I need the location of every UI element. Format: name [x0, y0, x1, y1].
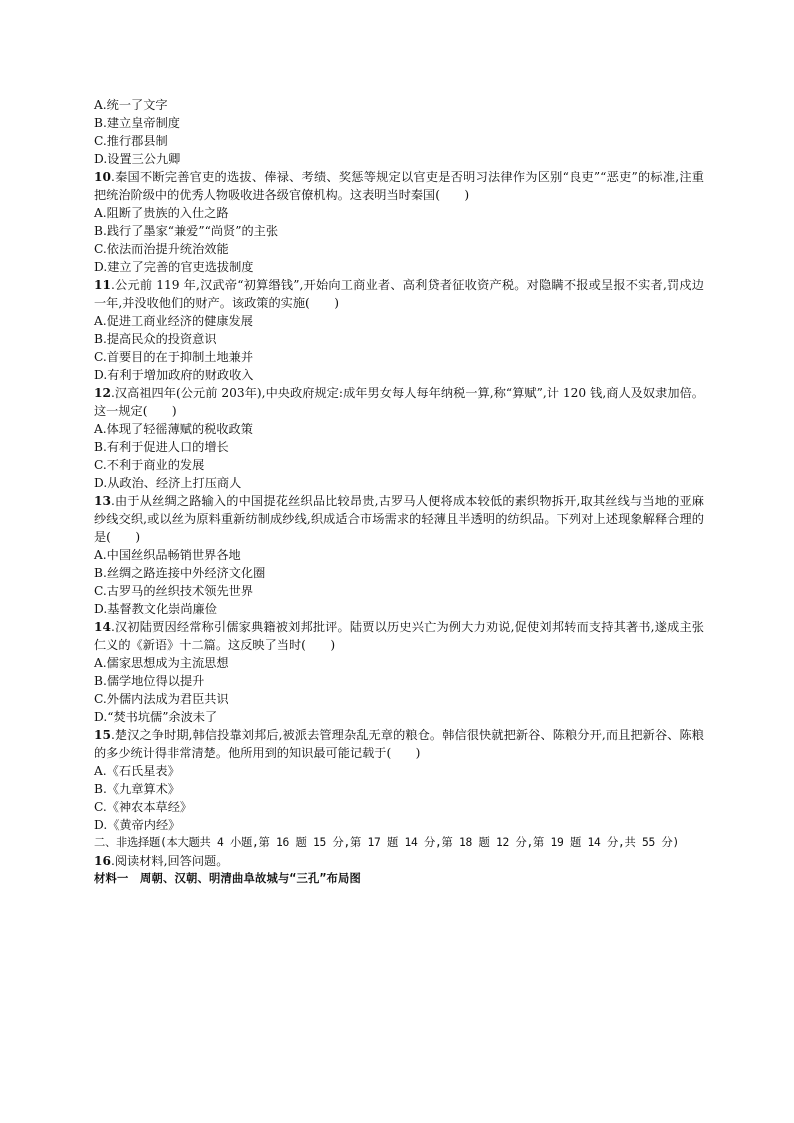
question-number: 16 [94, 854, 111, 868]
question-stem [94, 384, 704, 420]
question-11 [94, 276, 704, 384]
option-d: D.《黄帝内经》 [94, 818, 181, 832]
question-number: 14 [94, 620, 111, 634]
options-block-q9 [94, 96, 704, 168]
option-d: D.有利于增加政府的财政收入 [94, 368, 254, 382]
option-d: D.“焚书坑儒”余波未了 [94, 710, 218, 724]
question-number: 13 [94, 494, 111, 508]
option-c: C.首要目的在于抑制土地兼并 [94, 350, 254, 364]
option-b: B.践行了墨家“兼爱”“尚贤”的主张 [94, 224, 279, 238]
exam-page [94, 96, 704, 888]
question-stem [94, 492, 704, 546]
option-d: D.建立了完善的官吏选拔制度 [94, 260, 254, 274]
option-a: A.《石氏星表》 [94, 764, 180, 778]
question-number: 11 [94, 278, 111, 292]
option-c: C.《神农本草经》 [94, 800, 193, 814]
question-14 [94, 618, 704, 726]
question-text: .汉初陆贾因经常称引儒家典籍被刘邦批评。陆贾以历史兴亡为例大力劝说,促使刘邦转而支持其著书,遂成主张仁义的《新语》十二篇。这反映了当时( ) [94, 620, 704, 652]
question-stem [94, 618, 704, 654]
question-text: .公元前 119 年,汉武帝“初算缗钱”,开始向工商业者、高利贷者征收资产税。对隐瞒不报或呈报不实者,罚戍边一年,并没收他们的财产。该政策的实施( ) [94, 278, 704, 310]
option-a: A.促进工商业经济的健康发展 [94, 314, 253, 328]
question-text: .秦国不断完善官吏的选拔、俸禄、考绩、奖惩等规定以官吏是否明习法律作为区别“良吏”“恶吏”的标准,注重把统治阶级中的优秀人物吸收进各级官僚机构。这表明当时秦国( ) [94, 170, 704, 202]
section-header: 二、非选择题(本大题共 4 小题,第 16 题 15 分,第 17 题 14 分,第 18 题 12 分,第 19 题 14 分,共 55 分) [94, 836, 679, 849]
question-stem [94, 726, 704, 762]
question-text: .楚汉之争时期,韩信投靠刘邦后,被派去管理杂乱无章的粮仓。韩信很快就把新谷、陈粮分开,而且把新谷、陈粮的多少统计得非常清楚。他所用到的知识最可能记载于( ) [94, 728, 704, 760]
material-title: 材料一 周朝、汉朝、明清曲阜故城与“三孔”布局图 [94, 872, 361, 885]
option-a: A.统一了文字 [94, 98, 168, 112]
option-b: B.丝绸之路连接中外经济文化圈 [94, 566, 266, 580]
question-number: 10 [94, 170, 111, 184]
option-b: B.提高民众的投资意识 [94, 332, 217, 346]
question-text: .由于从丝绸之路输入的中国提花丝织品比较昂贵,古罗马人便将成本较低的素织物拆开,取其丝线与当地的亚麻纱线交织,或以丝为原料重新纺制成纱线,织成适合市场需求的轻薄且半透明的纺织品。下列对上述现象解释合理的是( ) [94, 494, 704, 544]
question-15 [94, 726, 704, 834]
question-16 [94, 852, 704, 870]
question-10 [94, 168, 704, 276]
question-stem [94, 168, 704, 204]
option-b: B.儒学地位得以提升 [94, 674, 205, 688]
option-a: A.阻断了贵族的入仕之路 [94, 206, 229, 220]
option-c: C.古罗马的丝织技术领先世界 [94, 584, 254, 598]
option-b: B.有利于促进人口的增长 [94, 440, 229, 454]
option-d: D.基督教文化崇尚廉俭 [94, 602, 217, 616]
question-13 [94, 492, 704, 618]
option-b: B.《九章算术》 [94, 782, 180, 796]
option-a: A.体现了轻徭薄赋的税收政策 [94, 422, 253, 436]
option-b: B.建立皇帝制度 [94, 116, 180, 130]
question-stem [94, 276, 704, 312]
option-c: C.推行郡县制 [94, 134, 168, 148]
option-d: D.设置三公九卿 [94, 152, 181, 166]
option-a: A.儒家思想成为主流思想 [94, 656, 229, 670]
question-number: 12 [94, 386, 111, 400]
option-d: D.从政治、经济上打压商人 [94, 476, 242, 490]
question-text: .汉高祖四年(公元前 203年),中央政府规定:成年男女每人每年纳税一算,称“算赋”,计 120 钱,商人及奴隶加倍。这一规定( ) [94, 386, 704, 418]
question-12 [94, 384, 704, 492]
question-number: 15 [94, 728, 111, 742]
option-a: A.中国丝织品畅销世界各地 [94, 548, 241, 562]
option-c: C.不利于商业的发展 [94, 458, 205, 472]
question-text: .阅读材料,回答问题。 [110, 854, 229, 868]
option-c: C.外儒内法成为君臣共识 [94, 692, 229, 706]
option-c: C.依法而治提升统治效能 [94, 242, 229, 256]
